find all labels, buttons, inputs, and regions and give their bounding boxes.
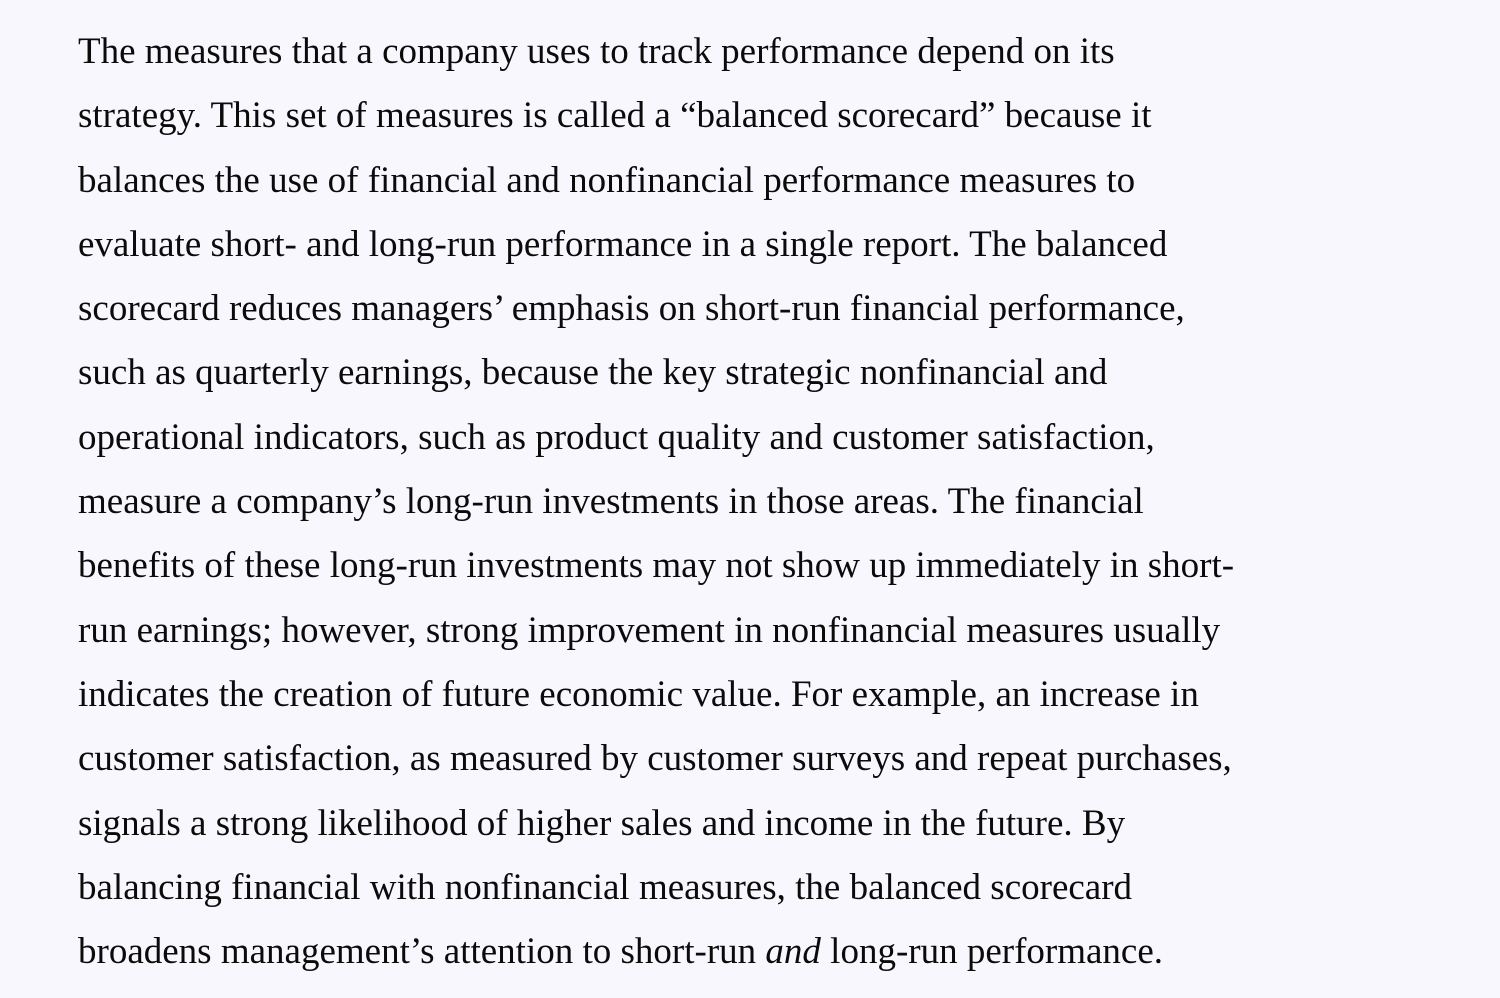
last-line-after: long-run performance. (820, 931, 1164, 973)
paragraph-line: balances the use of financial and nonfinancial performance measures to (78, 159, 1136, 201)
paragraph-line: customer satisfaction, as measured by customer surveys and repeat purchases, (78, 738, 1232, 780)
paragraph-line: benefits of these long-run investments may not show up immediately in short- (78, 545, 1235, 587)
paragraph-line: balancing financial with nonfinancial measures, the balanced scorecard (78, 866, 1133, 908)
last-line-before: broadens management’s attention to short-run (78, 931, 766, 973)
body-paragraph (78, 20, 1460, 984)
paragraph-line: strategy. This set of measures is called a “balanced scorecard” because it (78, 95, 1152, 137)
paragraph-line: scorecard reduces managers’ emphasis on short-run financial performance, (78, 288, 1185, 330)
paragraph-line: indicates the creation of future economic value. For example, an increase in (78, 673, 1199, 715)
paragraph-line: run earnings; however, strong improvement in nonfinancial measures usually (78, 609, 1221, 651)
paragraph-last-line (78, 920, 1460, 984)
paragraph-line: such as quarterly earnings, because the key strategic nonfinancial and (78, 352, 1108, 394)
paragraph-line: measure a company’s long-run investments in those areas. The financial (78, 481, 1144, 523)
paragraph-line: evaluate short- and long-run performance in a single report. The balanced (78, 223, 1168, 265)
paragraph-line: signals a strong likelihood of higher sales and income in the future. By (78, 802, 1126, 844)
paragraph-line: The measures that a company uses to track performance depend on its (78, 31, 1115, 72)
paragraph-line: operational indicators, such as product quality and customer satisfaction, (78, 416, 1155, 458)
emphasis-and: and (765, 931, 821, 973)
